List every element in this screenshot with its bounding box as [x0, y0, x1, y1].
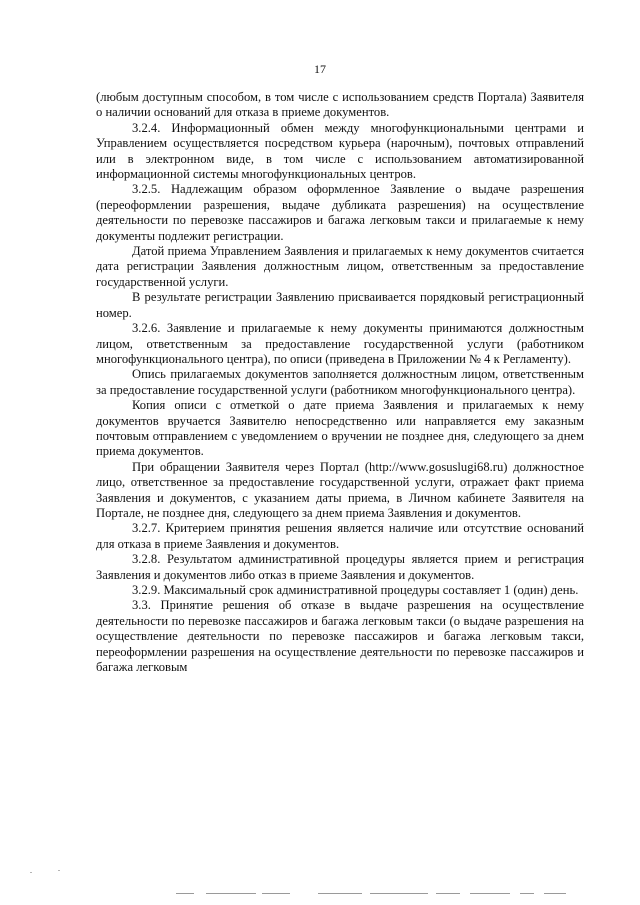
paragraph-continuation: (любым доступным способом, в том числе с использованием средств Портала) Заявителя о наличии оснований для отказа в приеме документов.: [96, 90, 584, 120]
paragraph-3-3: 3.3. Принятие решения об отказе в выдаче разрешения на осуществление деятельности по перевозке пассажиров и багажа легковым такси (о выдаче разрешения на осуществление деятельности по перевозке пассажиров и багажа легковым такси, переоформлении разрешения на осуществление деятельности по перевозке пассажиров и багажа легковым: [96, 598, 584, 675]
paragraph-inventory-copy: Копия описи с отметкой о дате приема Заявления и прилагаемых к нему документов вручается Заявителю непосредственно или направляется ему заказным почтовым отправлением с уведомлением о вручении не позднее дня, следующего за днем приема документов.: [96, 398, 584, 459]
paragraph-3-2-5: 3.2.5. Надлежащим образом оформленное Заявление о выдаче разрешения (переоформлении разрешения, выдаче дубликата разрешения) на осуществление деятельности по перевозке пассажиров и багажа легковым такси и прилагаемые к нему документы подлежит регистрации.: [96, 182, 584, 243]
paragraph-acceptance-date: Датой приема Управлением Заявления и прилагаемых к нему документов считается дата регистрации Заявления должностным лицом, ответственным за предоставление государственной услуги.: [96, 244, 584, 289]
paragraph-registration-number: В результате регистрации Заявлению присваивается порядковый регистрационный номер.: [96, 290, 584, 320]
paragraph-3-2-8: 3.2.8. Результатом административной процедуры является прием и регистрация Заявления и документов либо отказ в приеме Заявления и документов.: [96, 552, 584, 582]
paragraph-3-2-7: 3.2.7. Критерием принятия решения является наличие или отсутствие оснований для отказа в приеме Заявления и документов.: [96, 521, 584, 551]
document-body: [96, 90, 584, 675]
paragraph-3-2-6: 3.2.6. Заявление и прилагаемые к нему документы принимаются должностным лицом, ответственным за предоставление государственной услуги (работником многофункционального центра), по описи (приведена в Приложении № 4 к Регламенту).: [96, 321, 584, 366]
page-number: 17: [314, 62, 326, 76]
paragraph-portal-request: При обращении Заявителя через Портал (http://www.gosuslugi68.ru) должностное лицо, ответственное за предоставление государственной услуги, отражает факт приема Заявления и документов, с указанием даты приема, в Личном кабинете Заявителя на Портале, не позднее дня, следующего за днем приема Заявления и документов.: [96, 459, 584, 520]
paragraph-3-2-4: 3.2.4. Информационный обмен между многофункциональными центрами и Управлением осуществляется посредством курьера (нарочным), почтовых отправлений или в электронном виде, в том числе с использованием автоматизированной информационной системы многофункциональных центров.: [96, 120, 584, 182]
scan-edge-marks: [0, 893, 640, 896]
paragraph-3-2-9: 3.2.9. Максимальный срок административной процедуры составляет 1 (один) день.: [132, 583, 579, 597]
scan-specks: [30, 870, 70, 876]
paragraph-inventory: Опись прилагаемых документов заполняется должностным лицом, ответственным за предоставление государственной услуги (работником многофункционального центра).: [96, 367, 584, 397]
